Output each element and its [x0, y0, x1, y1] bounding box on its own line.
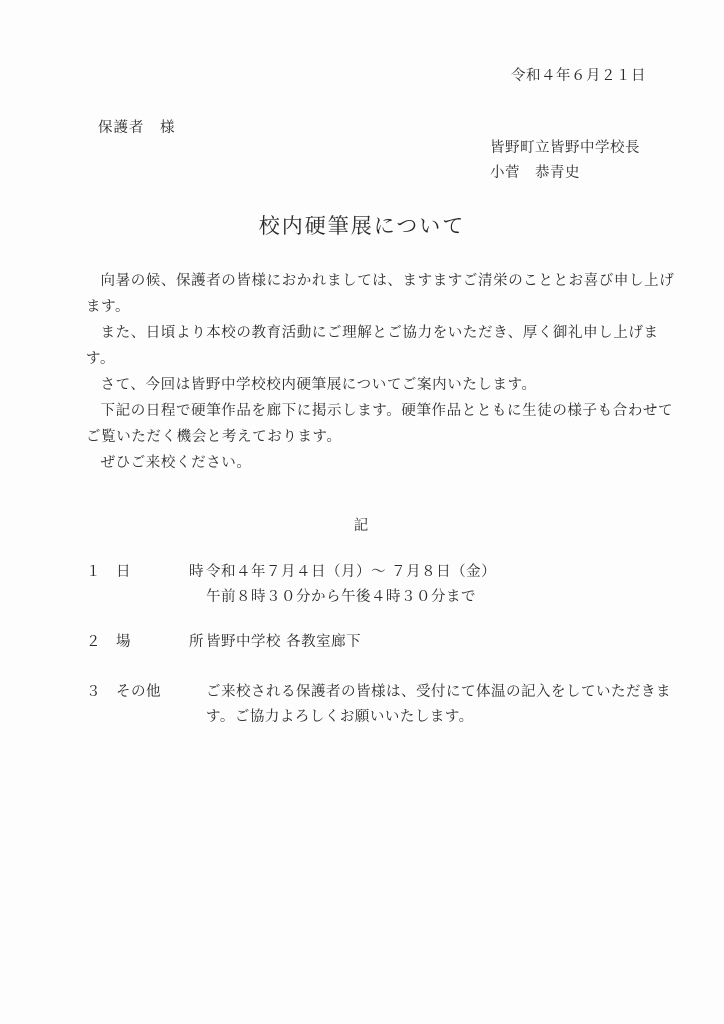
item-number: １ [86, 564, 101, 580]
item-label-char: 所 [189, 634, 204, 650]
item-label-char: 時 [189, 564, 204, 580]
sender-block [490, 136, 640, 186]
item-value [206, 680, 676, 730]
item-label [116, 630, 204, 655]
item-value-line: 午前８時３０分から午後４時３０分まで [206, 589, 476, 605]
document-date: 令和４年６月２１日 [511, 68, 646, 84]
body-paragraph: 向暑の候、保護者の皆様におかれましては、ますますご清栄のこととお喜び申し上げます。 [86, 273, 675, 315]
item-value-line: 皆野中学校 各教室廊下 [206, 634, 362, 650]
sender-school: 皆野町立皆野中学校長 [490, 140, 640, 156]
body-paragraph: さて、今回は皆野中学校校内硬筆展についてご案内いたします。 [100, 377, 537, 393]
ki-heading: 記 [353, 518, 371, 534]
sender-name: 小菅 恭青史 [490, 165, 580, 181]
item-number: ２ [86, 634, 101, 650]
body-paragraph: 下記の日程で硬筆作品を廊下に掲示します。硬筆作品とともに生徒の様子も合わせてご覧いただく機会と考えております。 [86, 403, 674, 445]
detail-item-other [86, 680, 676, 730]
item-label: その他 [116, 684, 161, 700]
body-paragraph: ぜひご来校ください。 [100, 455, 252, 471]
item-label-char: 日 [116, 564, 131, 580]
recipient: 保護者 様 [98, 120, 176, 136]
item-value-line: ご来校される保護者の皆様は、受付にて体温の記入をしていただきます。ご協力よろしくお願いいたします。 [206, 684, 671, 725]
detail-item-place [86, 630, 676, 655]
item-value-line: 令和４年７月４日（月）～ ７月８日（金） [206, 564, 497, 580]
document-body [86, 268, 676, 476]
body-paragraph: また、日頃より本校の教育活動にご理解とご協力をいただき、厚く御礼申し上げます。 [86, 325, 659, 367]
item-value [206, 630, 676, 655]
item-label-char: 場 [116, 634, 131, 650]
detail-item-datetime [86, 560, 676, 610]
document-title: 校内硬筆展について [258, 214, 466, 238]
item-number: ３ [86, 684, 101, 700]
item-label [116, 560, 204, 585]
item-value [206, 560, 676, 610]
